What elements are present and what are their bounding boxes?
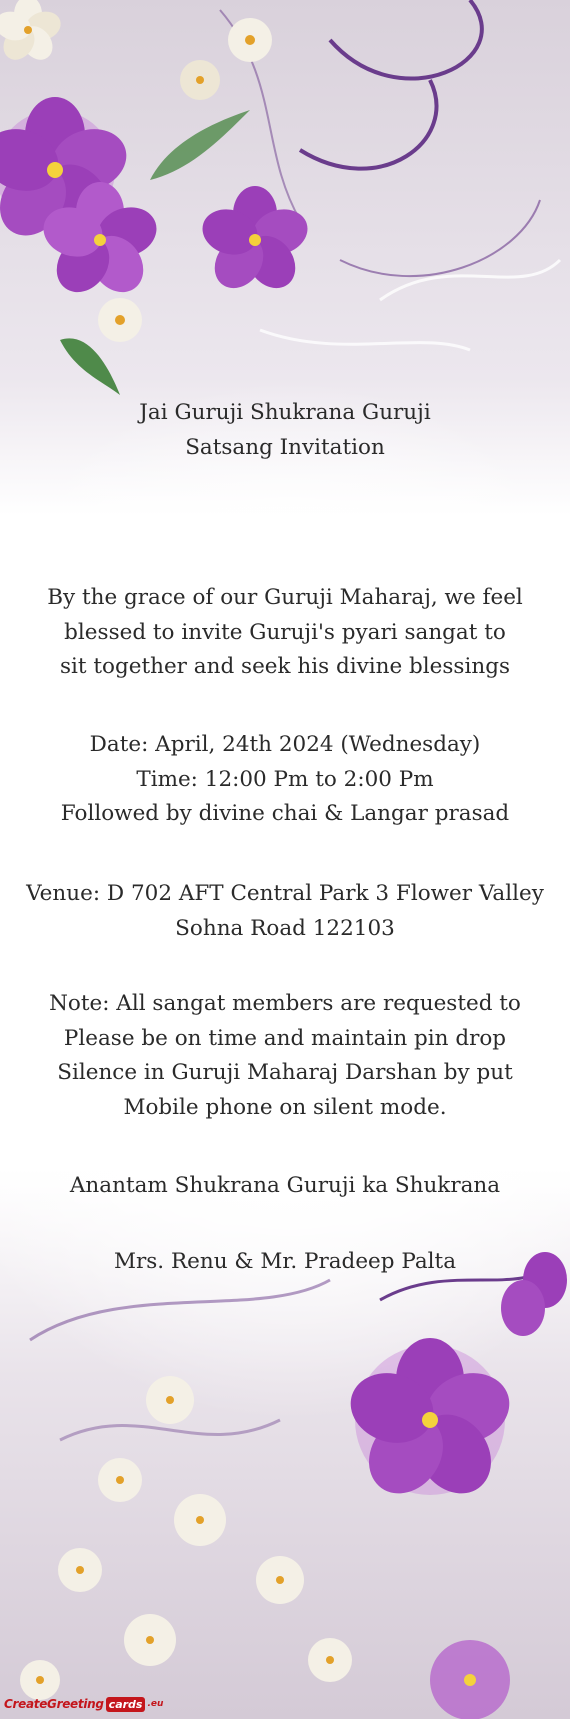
intro-paragraph [0,581,570,685]
title-line-2: Satsang Invitation [185,434,385,460]
closing-line [0,1169,570,1204]
venue-line: Venue: D 702 AFT Central Park 3 Flower Valley [26,881,544,906]
venue-block [0,877,570,946]
top-floral-decoration [0,0,570,420]
watermark-domain: .eu [147,1699,164,1709]
intro-line: sit together and seek his divine blessings [60,654,510,679]
event-date: Date: April, 24th 2024 (Wednesday) [89,732,481,757]
closing-text: Anantam Shukrana Guruji ka Shukrana [69,1173,501,1198]
watermark-cards-badge: cards [106,1697,146,1712]
invitation-title [0,396,570,465]
note-line: Note: All sangat members are requested to [49,991,521,1016]
bottom-floral-decoration [0,1240,570,1719]
event-followup: Followed by divine chai & Langar prasad [60,801,510,826]
event-time: Time: 12:00 Pm to 2:00 Pm [136,766,434,792]
intro-line: By the grace of our Guruji Maharaj, we feel [47,585,523,610]
note-line: Please be on time and maintain pin drop [63,1025,507,1051]
hosts-line [0,1245,570,1280]
title-line-1: Jai Guruji Shukrana Guruji [139,400,431,425]
note-line: Silence in Guruji Maharaj Darshan by put [57,1060,513,1085]
watermark-text: CreateGreeting [4,1697,104,1711]
hosts-text: Mrs. Renu & Mr. Pradeep Palta [113,1249,457,1274]
intro-line: blessed to invite Guruji's pyari sangat to [64,619,506,645]
note-block [0,987,570,1125]
schedule-block [0,728,570,832]
note-line: Mobile phone on silent mode. [123,1094,447,1120]
venue-line: Sohna Road 122103 [175,915,395,941]
site-watermark[interactable] [4,1691,163,1717]
